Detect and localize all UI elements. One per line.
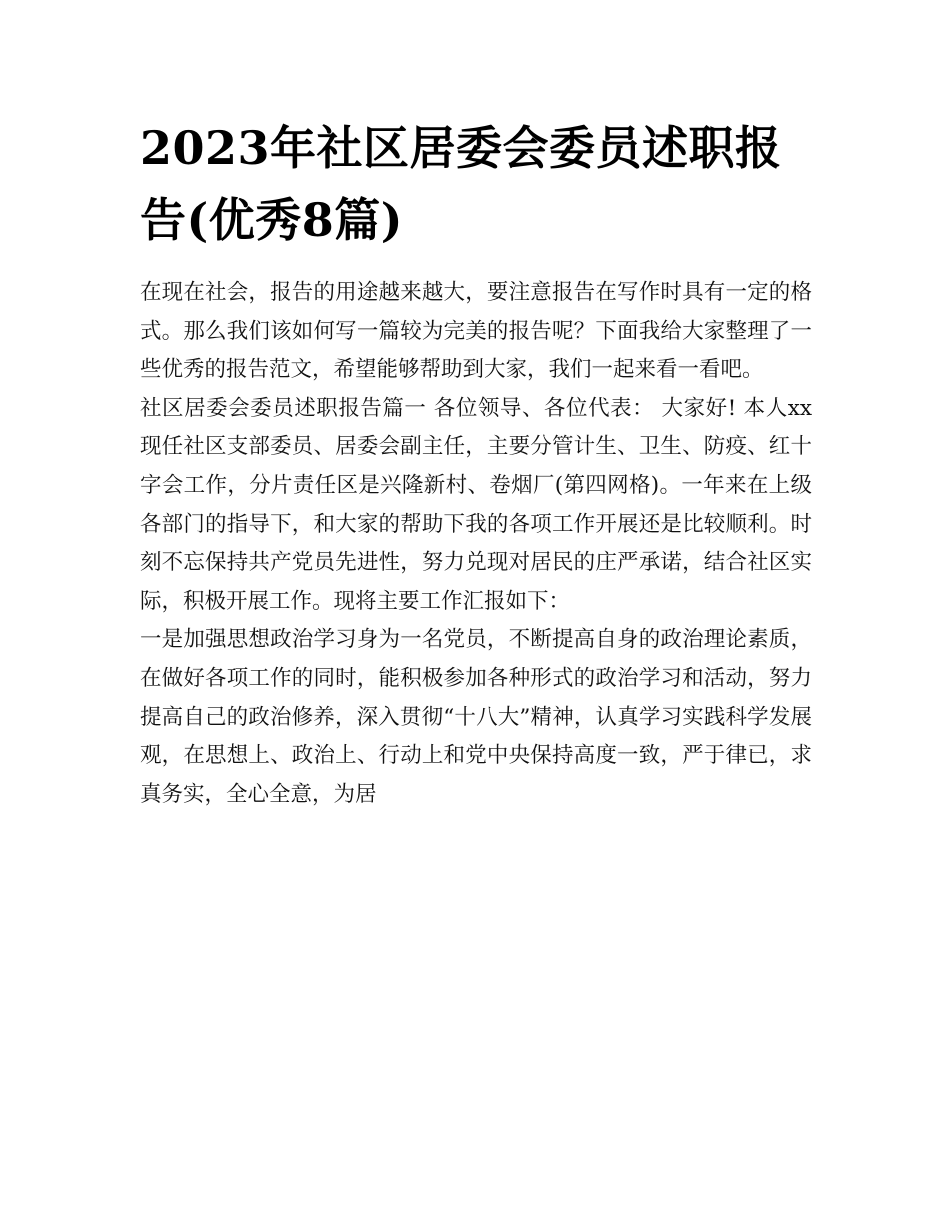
paragraph-intro: 在现在社会，报告的用途越来越大，要注意报告在写作时具有一定的格式。那么我们该如何写一篇较为完美的报告呢？下面我给大家整理了一些优秀的报告范文，希望能够帮助到大家，我们一起来看一看吧。 [140, 280, 812, 383]
document-title: 2023年社区居委会委员述职报告(优秀8篇) [140, 121, 782, 247]
paragraph-political-study: 一是加强思想政治学习身为一名党员，不断提高自身的政治理论素质，在做好各项工作的同时，能积极参加各种形式的政治学习和活动，努力提高自己的政治修养，深入贯彻“十八大”精神，认真学习实践科学发展观，在思想上、政治上、行动上和党中央保持高度一致，严于律已，求真务实，全心全意，为居 [140, 627, 812, 807]
document-page [140, 112, 812, 814]
paragraph-report-one: 社区居委会委员述职报告篇一 各位领导、各位代表： 大家好! 本人xx现任社区支部委员、居委会副主任，主要分管计生、卫生、防疫、红十字会工作，分片责任区是兴隆新村、卷烟厂(第四网格)。一年来在上级各部门的指导下，和大家的帮助下我的各项工作开展还是比较顺利。时刻不忘保持共产党员先进性，努力兑现对居民的庄严承诺，结合社区实际，积极开展工作。现将主要工作汇报如下： [140, 395, 812, 614]
